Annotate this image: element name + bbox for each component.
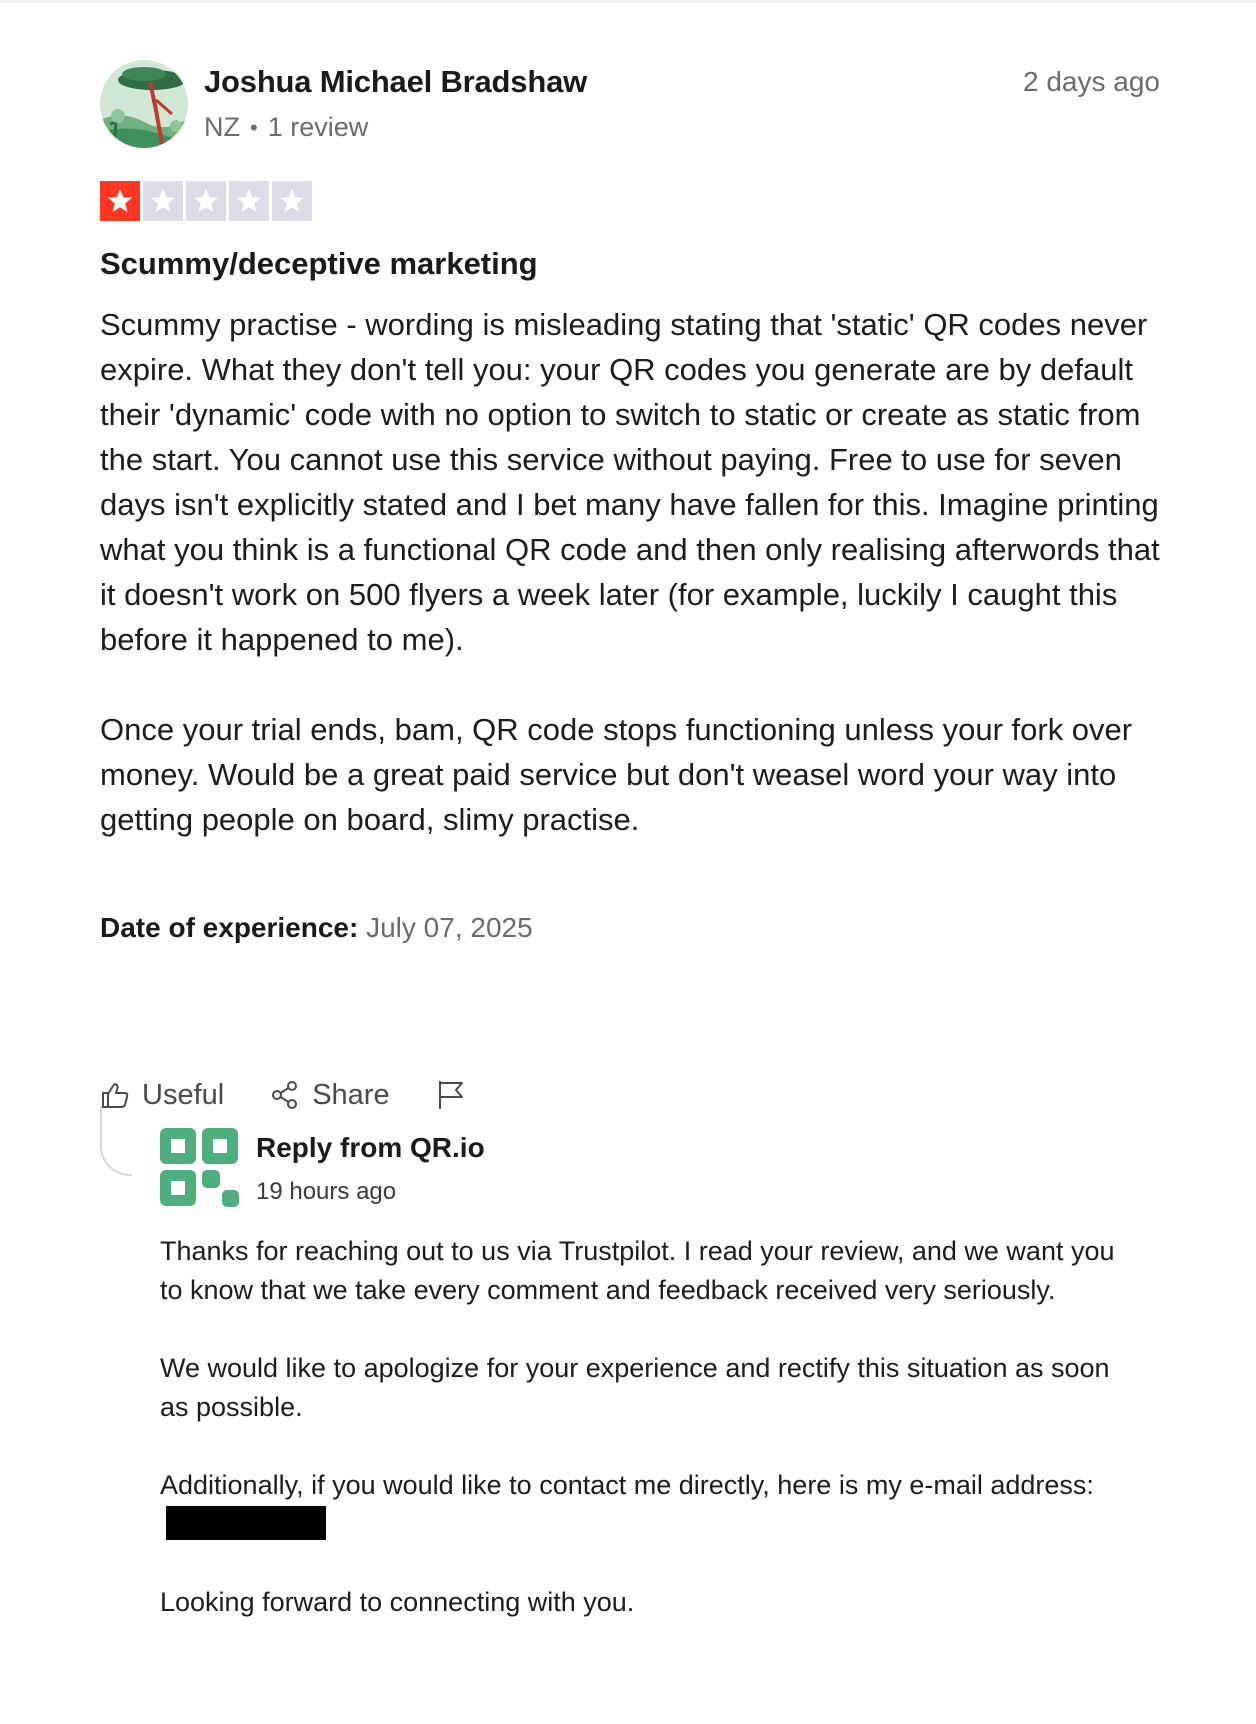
qr-io-logo-icon	[160, 1128, 240, 1210]
review-date: 2 days ago	[1023, 66, 1160, 97]
author-country: NZ	[204, 112, 240, 142]
author-meta	[204, 112, 368, 143]
share-icon	[270, 1080, 300, 1110]
star-filled	[100, 181, 140, 221]
reply-date: 19 hours ago	[256, 1178, 397, 1205]
share-label: Share	[312, 1078, 390, 1111]
review-body	[100, 302, 1160, 842]
star-empty	[143, 181, 183, 221]
review-paragraph: Once your trial ends, bam, QR code stops functioning unless your fork over money. Would be a great paid service but don't weasel word your way into getting people on board, slimy practise.	[100, 712, 1133, 837]
top-divider	[0, 0, 1256, 3]
review-actions	[100, 1070, 512, 1120]
redacted-email	[166, 1506, 326, 1540]
reply-paragraph-email	[160, 1466, 1140, 1544]
date-of-experience-value: July 07, 2025	[366, 912, 533, 943]
star-icon	[235, 187, 263, 215]
author-review-count: 1 review	[267, 112, 369, 142]
meta-separator: •	[250, 114, 258, 140]
star-empty	[229, 181, 269, 221]
reply-email-text: Additionally, if you would like to contact me directly, here is my e-mail address:	[160, 1470, 1094, 1500]
star-empty	[186, 181, 226, 221]
reply-from-label: Reply from QR.io	[256, 1132, 485, 1163]
date-of-experience-label: Date of experience:	[100, 912, 359, 943]
review-title[interactable]: Scummy/deceptive marketing	[100, 246, 538, 281]
report-button[interactable]	[436, 1079, 466, 1111]
share-button[interactable]	[270, 1079, 389, 1112]
avatar[interactable]	[100, 60, 188, 148]
star-rating	[100, 181, 312, 221]
star-icon	[278, 187, 306, 215]
star-icon	[106, 187, 134, 215]
star-icon	[192, 187, 220, 215]
flag-icon	[436, 1079, 466, 1111]
review-paragraph: Scummy practise - wording is misleading stating that 'static' QR codes never expire. What they don't tell you: your QR codes you generate are by default their 'dynamic' code with no option to switch to static or create as static from the start. You cannot use this service without paying. Free to use for seven days isn't explicitly stated and I bet many have fallen for this. Imagine printing what you think is a functional QR code and then only realising afterwords that it doesn't work on 500 flyers a week later (for example, luckily I caught this before it happened to me).	[100, 307, 1160, 657]
reply-connector	[100, 1106, 132, 1176]
useful-label: Useful	[142, 1078, 225, 1111]
author-name[interactable]: Joshua Michael Bradshaw	[204, 64, 588, 99]
star-empty	[272, 181, 312, 221]
date-of-experience	[100, 912, 533, 944]
jungle-avatar-icon	[100, 60, 188, 148]
reply-paragraph: We would like to apologize for your experience and rectify this situation as soon as possible.	[160, 1353, 1110, 1422]
reply-body	[160, 1232, 1140, 1622]
star-icon	[149, 187, 177, 215]
reply-paragraph: Thanks for reaching out to us via Trustpilot. I read your review, and we want you to know that we take every comment and feedback received very seriously.	[160, 1236, 1115, 1305]
reply-paragraph: Looking forward to connecting with you.	[160, 1587, 635, 1617]
